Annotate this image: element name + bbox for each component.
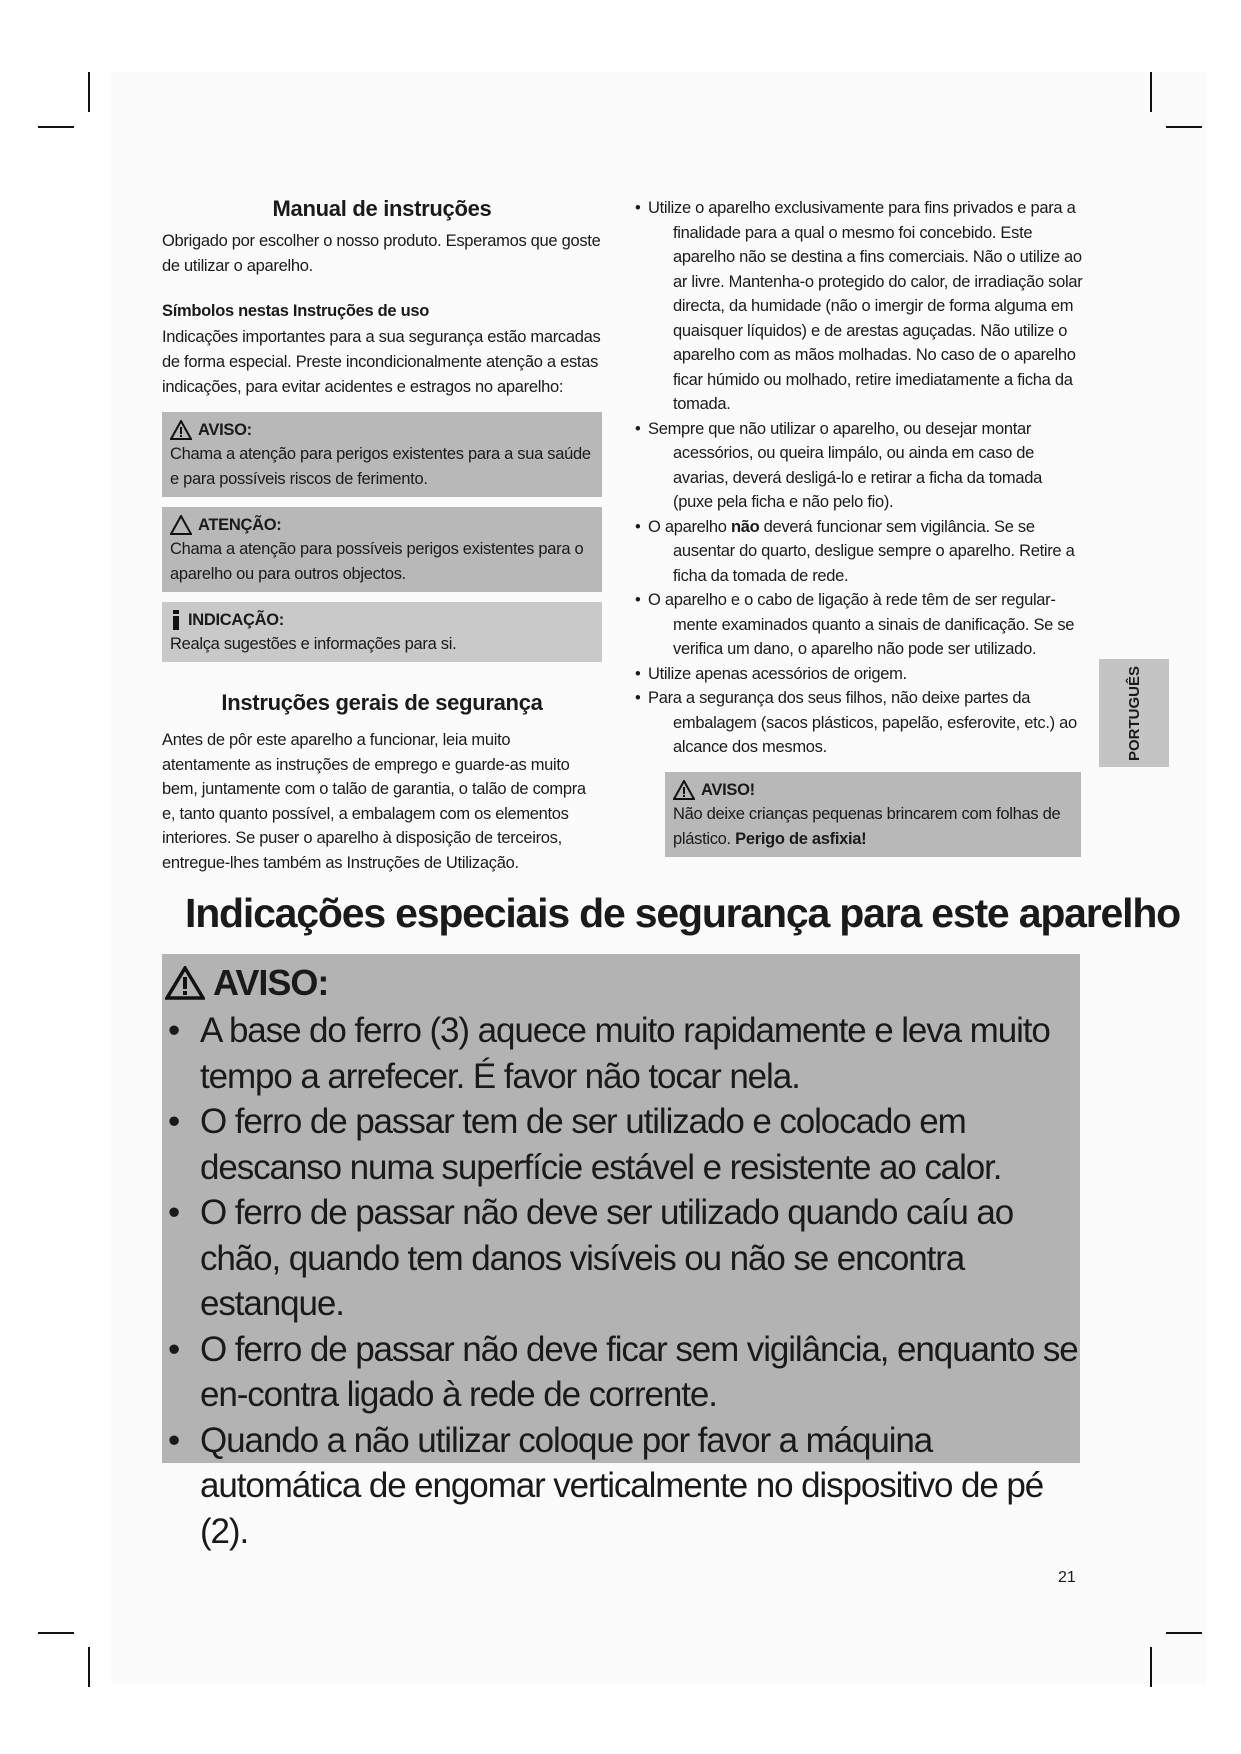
list-item: • O aparelho e o cabo de ligação à rede têm de ser regular-mente examinados quanto a sinais de danificação. Se se verifica um dano, o aparelho não pode ser utilizado. bbox=[635, 588, 1083, 662]
list-item: • O aparelho não deverá funcionar sem vigilância. Se se ausentar do quarto, desligue sempre o aparelho. Retire a ficha da tomada de rede. bbox=[635, 515, 1083, 589]
indicacao-box bbox=[162, 602, 602, 662]
aviso-text: Chama a atenção para perigos existentes para a sua saúde e para possíveis riscos de ferimento. bbox=[170, 445, 591, 488]
atencao-text: Chama a atenção para possíveis perigos existentes para o aparelho ou para outros objectos. bbox=[170, 540, 584, 583]
aviso-box bbox=[162, 412, 602, 497]
crop-mark bbox=[88, 1647, 90, 1687]
indicacao-text: Realça sugestões e informações para si. bbox=[170, 635, 457, 653]
list-item: • O ferro de passar não deve ficar sem vigilância, enquanto se en-contra ligado à rede de corrente. bbox=[168, 1327, 1078, 1418]
aviso-bold: Perigo de asfixia! bbox=[735, 829, 867, 848]
language-tab bbox=[1099, 659, 1169, 767]
list-item: • Utilize apenas acessórios de origem. bbox=[635, 662, 1083, 687]
crop-mark bbox=[38, 1632, 74, 1634]
list-item: • Quando a não utilizar coloque por favor a máquina automática de engomar verticalmente no dispositivo de pé (2). bbox=[168, 1418, 1078, 1555]
info-icon bbox=[170, 610, 182, 630]
crop-mark bbox=[88, 72, 90, 112]
special-warning-title: AVISO: bbox=[213, 962, 329, 1003]
manual-intro: Obrigado por escolher o nosso produto. Esperamos que goste de utilizar o aparelho. bbox=[162, 232, 601, 275]
crop-mark bbox=[1166, 1632, 1202, 1634]
left-column bbox=[162, 196, 602, 875]
atencao-box bbox=[162, 507, 602, 592]
symbols-text: Indicações importantes para a sua segurança estão marcadas de forma especial. Preste incondicionalmente atenção a estas indicações, para evitar acidentes e estragos no aparelho: bbox=[162, 328, 601, 396]
crop-mark bbox=[1166, 126, 1202, 128]
warning-icon bbox=[165, 966, 205, 1000]
right-column bbox=[635, 196, 1083, 857]
aviso-title: AVISO: bbox=[198, 421, 252, 439]
caution-icon bbox=[170, 515, 192, 535]
symbols-title: Símbolos nestas Instruções de uso bbox=[162, 302, 430, 320]
warning-icon bbox=[170, 420, 192, 440]
manual-title: Manual de instruções bbox=[272, 196, 492, 221]
general-safety-title: Instruções gerais de segurança bbox=[221, 690, 543, 715]
warning-icon bbox=[673, 780, 695, 800]
list-item: • Utilize o aparelho exclusivamente para fins privados e para a finalidade para a qual o mesmo foi concebido. Este aparelho não se destina a fins comerciais. Não o utilize ao ar livre. Mantenha-o protegido do calor, de irradiação solar directa, da humidade (não o imergir de forma alguma em quaisquer líquidos) e de arestas aguçadas. Não utilize o aparelho com as mãos molhadas. No caso de o aparelho ficar húmido ou molhado, retire imediatamente a ficha da tomada. bbox=[635, 196, 1083, 417]
list-item: • O ferro de passar não deve ser utilizado quando caíu ao chão, quando tem danos visíveis ou não se encontra estanque. bbox=[168, 1190, 1078, 1327]
list-item: • Para a segurança dos seus filhos, não deixe partes da embalagem (sacos plásticos, papelão, esferovite, etc.) ao alcance dos mesmos. bbox=[635, 686, 1083, 760]
list-item: • A base do ferro (3) aquece muito rapidamente e leva muito tempo a arrefecer. É favor não tocar nela. bbox=[168, 1008, 1078, 1099]
atencao-title: ATENÇÃO: bbox=[198, 516, 282, 534]
special-safety-title: Indicações especiais de segurança para este aparelho bbox=[185, 890, 1181, 936]
aviso-title: AVISO! bbox=[701, 780, 755, 799]
language-tab-label: PORTUGUÊS bbox=[1125, 665, 1143, 761]
crop-mark bbox=[1150, 72, 1152, 112]
page-number: 21 bbox=[1058, 1569, 1076, 1586]
list-item: • O ferro de passar tem de ser utilizado e colocado em descanso numa superfície estável e resistente ao calor. bbox=[168, 1099, 1078, 1190]
aviso-suffocation-box bbox=[665, 772, 1081, 857]
crop-mark bbox=[1150, 1647, 1152, 1687]
list-item: • Sempre que não utilizar o aparelho, ou desejar montar acessórios, ou queira limpálo, ou ainda em caso de avarias, deverá desligá-lo e retirar a ficha da tomada (puxe pela ficha e não pelo fio). bbox=[635, 417, 1083, 515]
crop-mark bbox=[38, 126, 74, 128]
aviso-text: Não deixe crianças pequenas brincarem com folhas de plástico. bbox=[673, 804, 1061, 848]
safety-bullet-list bbox=[635, 196, 1083, 760]
general-safety-text: Antes de pôr este aparelho a funcionar, leia muito atentamente as instruções de emprego e guarde-as muito bem, juntamente com o talão de garantia, o talão de compra e, tanto quanto possível, a embalagem com os elementos interiores. Se puser o aparelho à disposição de terceiros, entregue-lhes também as Instruções de Utilização. bbox=[162, 731, 586, 872]
special-warning-list bbox=[168, 1008, 1078, 1554]
indicacao-title: INDICAÇÃO: bbox=[188, 611, 284, 629]
